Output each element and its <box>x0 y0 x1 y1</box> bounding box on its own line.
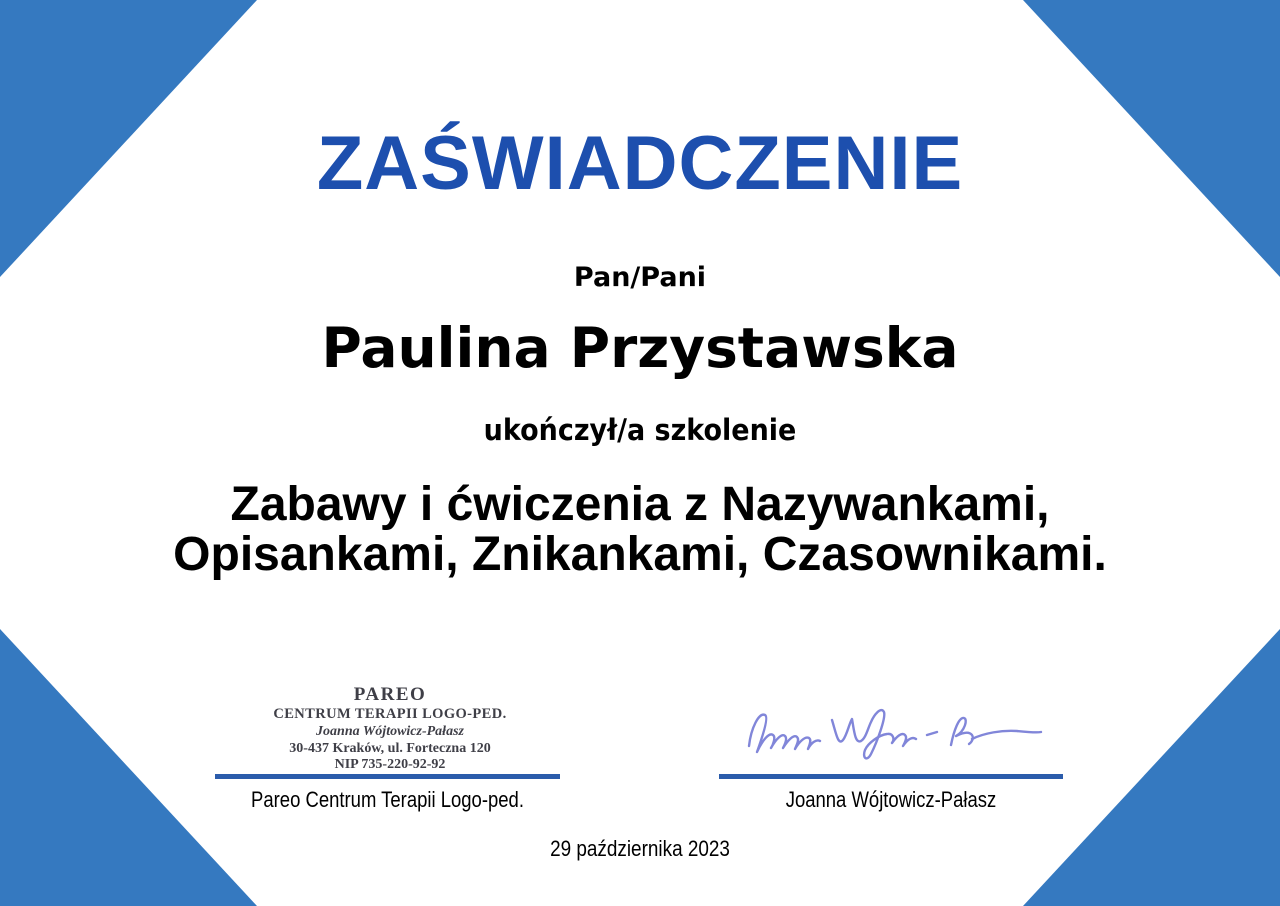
certificate-title: ZAŚWIADCZENIE <box>316 121 964 206</box>
stamp-owner-name: Joanna Wójtowicz-Pałasz <box>316 724 464 739</box>
signature-line-left <box>215 774 560 779</box>
corner-triangle-bottom-right <box>1023 629 1280 906</box>
handwritten-signature <box>735 688 1047 766</box>
company-stamp <box>262 684 518 773</box>
stamp-company-type: CENTRUM TERAPII LOGO-PED. <box>273 706 507 722</box>
course-title <box>0 480 1280 580</box>
stamp-address: 30-437 Kraków, ul. Forteczna 120 <box>289 741 491 756</box>
corner-triangle-bottom-left <box>0 629 257 906</box>
stamp-company-name: PAREO <box>353 684 427 705</box>
recipient-name: Paulina Przystawska <box>321 316 959 380</box>
signature-label-left: Pareo Centrum Terapii Logo-ped. <box>251 787 524 812</box>
course-title-line2: Opisankami, Znikankami, Czasownikami. <box>173 528 1107 581</box>
signature-line-right <box>719 774 1063 779</box>
signature-label-right: Joanna Wójtowicz-Pałasz <box>785 787 997 812</box>
certificate-date: 29 października 2023 <box>550 836 730 861</box>
completion-text: ukończył/a szkolenie <box>483 413 797 447</box>
stamp-nip: NIP 735-220-92-92 <box>334 757 446 772</box>
salutation-text: Pan/Pani <box>573 262 707 293</box>
course-title-line1: Zabawy i ćwiczenia z Nazywankami, <box>230 478 1050 531</box>
